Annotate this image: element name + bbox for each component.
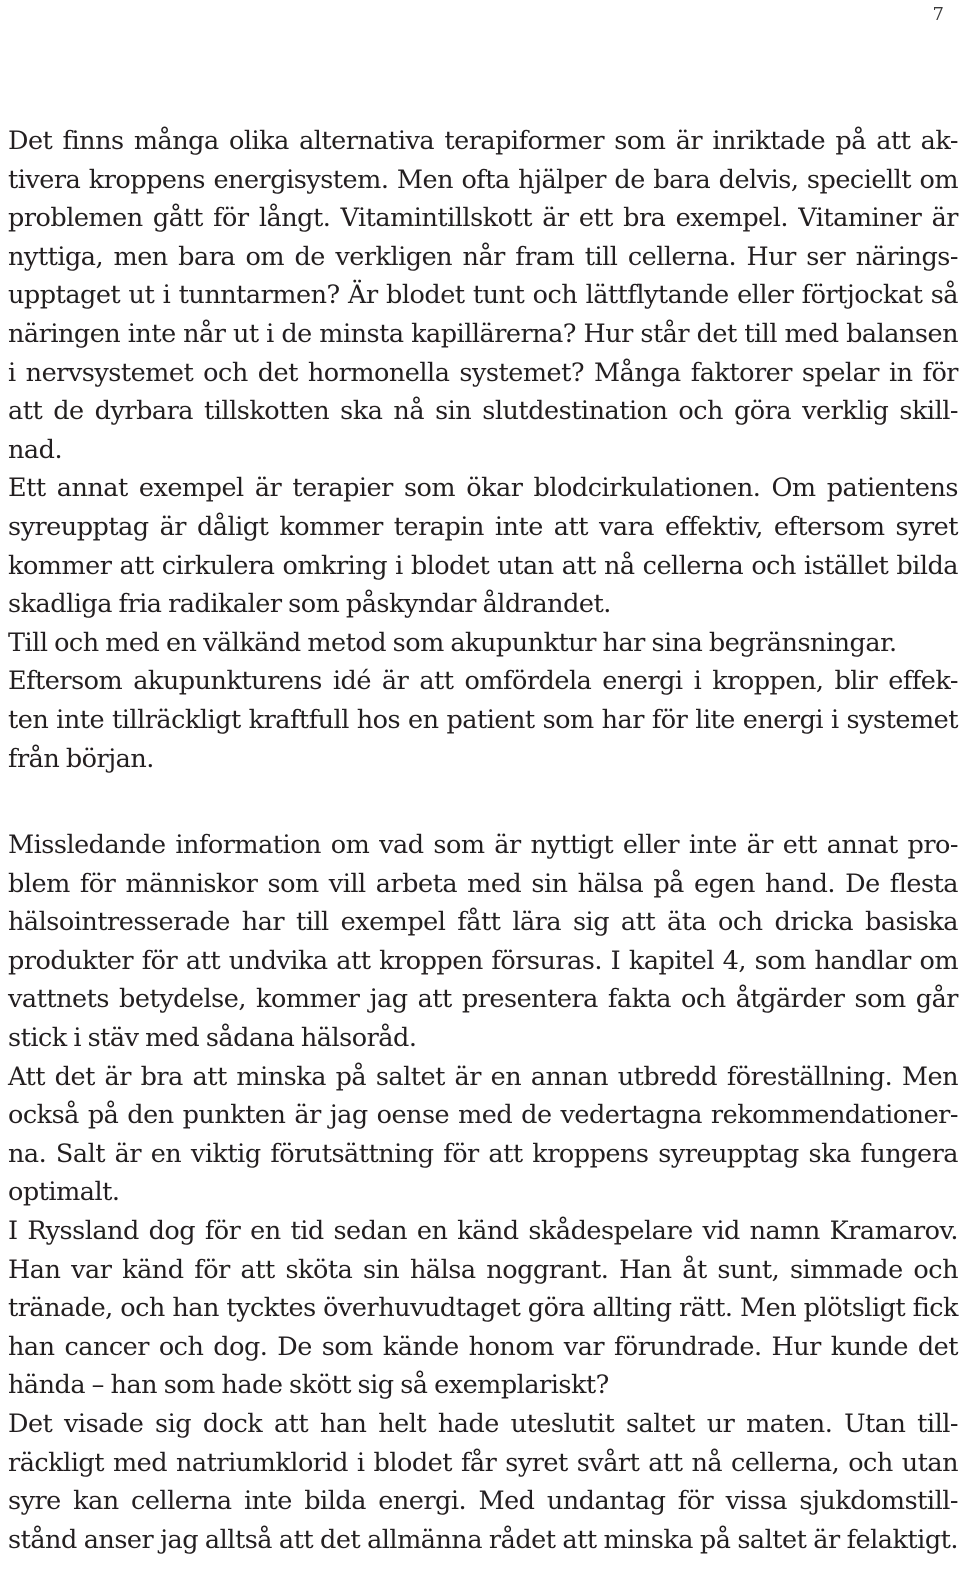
text-line: Det finns många olika alternativa terapiformer som är inriktade på att ak- — [8, 126, 958, 156]
text-line: I Ryssland dog för en tid sedan en känd skådespelare vid namn Kramarov. — [8, 1215, 958, 1246]
text-line: ten inte tillräckligt kraftfull hos en patient som har för lite energi i systemet — [8, 704, 958, 735]
text-line: näringen inte når ut i de minsta kapillärerna? Hur står det till med balansen — [8, 318, 958, 349]
text-line: problemen gått för långt. Vitamintillskott är ett bra exempel. Vitaminer är — [8, 203, 958, 234]
text-line: hända – han som hade skött sig så exemplariskt? — [8, 1370, 609, 1401]
text-line: Ett annat exempel är terapier som ökar blodcirkulationen. Om patientens — [8, 473, 958, 504]
text-line: att de dyrbara tillskotten ska nå sin slutdestination och göra verklig skill- — [8, 396, 958, 427]
text-line: Att det är bra att minska på saltet är en annan utbredd föreställning. Men — [8, 1061, 958, 1092]
text-section-1 — [8, 122, 958, 778]
text-line: han cancer och dog. De som kände honom var förundrade. Hur kunde det — [8, 1331, 958, 1362]
text-line: Till och med en välkänd metod som akupunktur har sina begränsningar. — [8, 627, 897, 658]
text-line: hälsointresserade har till exempel fått lära sig att äta och dricka basiska — [8, 907, 958, 938]
text-line: upptaget ut i tunntarmen? Är blodet tunt och lättflytande eller förtjockat så — [8, 280, 958, 311]
text-line: skadliga fria radikaler som påskyndar åldrandet. — [8, 589, 611, 620]
text-line: stånd anser jag alltså att det allmänna rådet att minska på saltet är felaktigt. — [8, 1524, 958, 1555]
text-line: na. Salt är en viktig förutsättning för att kroppens syreupptag ska fungera — [8, 1138, 958, 1169]
text-line: syreupptag är dåligt kommer terapin inte att vara effektiv, eftersom syret — [8, 511, 958, 542]
text-line: Det visade sig dock att han helt hade uteslutit saltet ur maten. Utan till- — [8, 1408, 958, 1439]
text-line: vattnets betydelse, kommer jag att presentera fakta och åtgärder som går — [8, 984, 958, 1015]
text-line: tivera kroppens energisystem. Men ofta hjälper de bara delvis, speciellt om — [8, 164, 958, 195]
text-line: produkter för att undvika att kroppen försuras. I kapitel 4, som handlar om — [8, 945, 958, 976]
text-section-2 — [8, 826, 958, 1559]
text-line: också på den punkten är jag oense med de vedertagna rekommendationer- — [8, 1100, 958, 1131]
text-line: Missledande information om vad som är nyttigt eller inte är ett annat pro- — [8, 830, 958, 860]
text-line: Han var känd för att sköta sin hälsa noggrant. Han åt sunt, simmade och — [8, 1254, 958, 1285]
text-line: stick i stäv med sådana hälsoråd. — [8, 1022, 417, 1053]
text-line: nad. — [8, 434, 63, 465]
text-line: syre kan cellerna inte bilda energi. Med undantag för vissa sjukdomstill- — [8, 1486, 958, 1517]
text-line: tränade, och han tycktes överhuvudtaget göra allting rätt. Men plötsligt fick — [8, 1293, 958, 1324]
text-line: optimalt. — [8, 1177, 120, 1208]
text-line: nyttiga, men bara om de verkligen når fram till cellerna. Hur ser närings- — [8, 241, 958, 272]
text-line: från början. — [8, 743, 154, 774]
text-line: blem för människor som vill arbeta med sin hälsa på egen hand. De flesta — [8, 868, 958, 899]
text-line: i nervsystemet och det hormonella systemet? Många faktorer spelar in för — [8, 357, 958, 388]
page-number: 7 — [932, 4, 944, 25]
text-line: kommer att cirkulera omkring i blodet utan att nå cellerna och istället bilda — [8, 550, 958, 581]
text-line: räckligt med natriumklorid i blodet får syret svårt att nå cellerna, och utan — [8, 1447, 958, 1478]
text-line: Eftersom akupunkturens idé är att omfördela energi i kroppen, blir effek- — [8, 666, 958, 697]
